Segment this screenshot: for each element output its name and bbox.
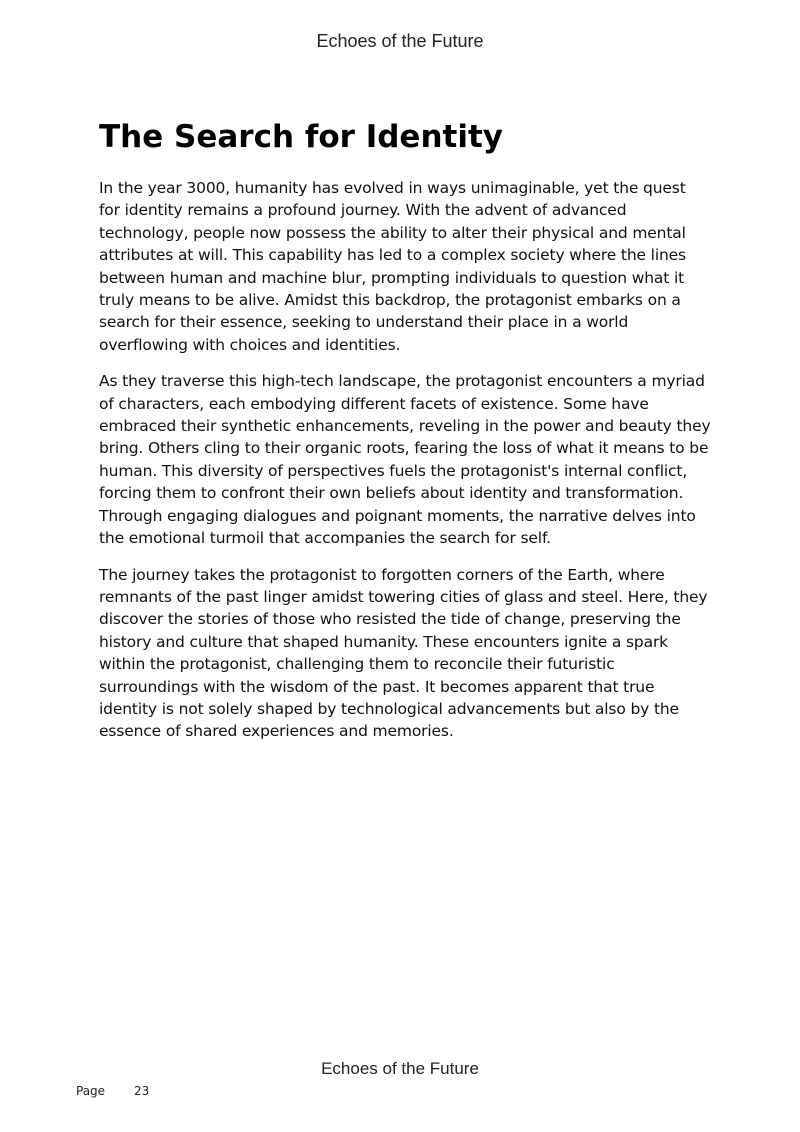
- page-label: Page: [76, 1084, 106, 1098]
- paragraph: In the year 3000, humanity has evolved in ways unimaginable, yet the quest for identity remains a profound journey. With the advent of advanced technology, people now possess the ability to alter their physical and mental attributes at will. This capability has led to a complex society where the lines between human and machine blur, prompting individuals to question what it truly means to be alive. Amidst this backdrop, the protagonist embarks on a search for their essence, seeking to understand their place in a world overflowing with choices and identities.: [99, 179, 686, 354]
- chapter-body: [99, 177, 711, 757]
- page-number-block: [76, 1084, 149, 1098]
- paragraph: As they traverse this high-tech landscape, the protagonist encounters a myriad of characters, each embodying different facets of existence. Some have embraced their synthetic enhancements, reveling in the power and beauty they bring. Others cling to their organic roots, fearing the loss of what it means to be human. This diversity of perspectives fuels the protagonist's internal conflict, forcing them to confront their own beliefs about identity and transformation. Through engaging dialogues and poignant moments, the narrative delves into the emotional turmoil that accompanies the search for self.: [99, 372, 711, 548]
- chapter-title: The Search for Identity: [99, 119, 503, 155]
- running-footer: Echoes of the Future: [321, 1059, 479, 1078]
- page-number: 23: [134, 1084, 150, 1098]
- running-header: Echoes of the Future: [316, 31, 484, 51]
- paragraph: The journey takes the protagonist to forgotten corners of the Earth, where remnants of the past linger amidst towering cities of glass and steel. Here, they discover the stories of those who resisted the tide of change, preserving the history and culture that shaped humanity. These encounters ignite a spark within the protagonist, challenging them to reconcile their futuristic surroundings with the wisdom of the past. It becomes apparent that true identity is not solely shaped by technological advancements but also by the essence of shared experiences and memories.: [99, 565, 708, 741]
